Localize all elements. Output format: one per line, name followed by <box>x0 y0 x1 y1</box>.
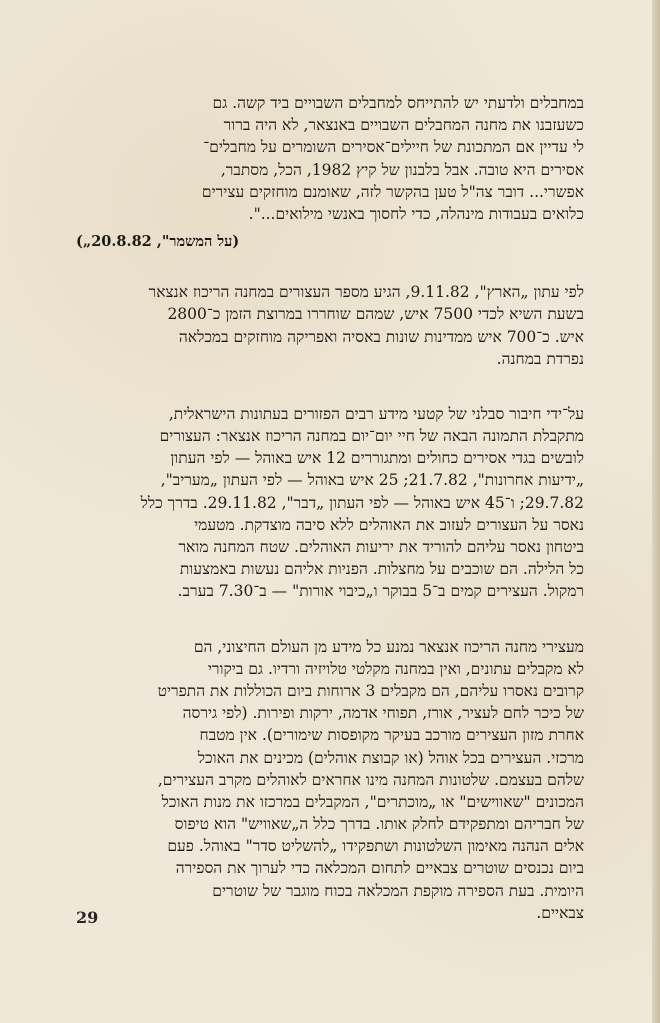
text-line: כל הלילה. הם שוכבים על מחצלות. הפניות אליהם נעשות באמצעות <box>179 560 584 579</box>
text-line: אחרת מזון העצירים מורכב בעיקר מקופסות שימורים). אין מטבח <box>199 726 584 745</box>
text-line: נאסר על העצורים לעזוב את האוהלים ללא סיבה מוצדקת. מטעמי <box>194 515 584 534</box>
text-line: צבאיים. <box>536 903 584 922</box>
text-line: ביטחון נאסר עליהם להוריד את יריעות האוהלים. שטח המחנה מואר <box>178 538 584 556</box>
page-number: 29 <box>76 908 99 927</box>
text-line: על־ידי חיבור סבלני של קטעי מידע רבים הפזורים בעתונות הישראלית, <box>168 404 584 423</box>
text-line: שלהם בעצמם. שלטונות המחנה מינו אחראים לאוהלים מקרב העצירים, <box>157 770 584 789</box>
text-line: איש. כ־700 איש ממדינות שונות באסיה ואפריקה מוחזקים במכלאה <box>178 327 584 346</box>
page-edge <box>652 0 660 1023</box>
text-line: של חבריהם ומתפקידם לחלק אותו. בדרך כלל ה„שאוויש" הוא טיפוס <box>174 815 584 834</box>
text-line: אסירים היא טובה. אבל בלבנון של קיץ 1982, הכל, מסתבר, <box>220 160 584 179</box>
text-line: במחבלים ולדעתי יש להתייחס למחבלים השבויים ביד קשה. גם <box>212 94 584 112</box>
text-line: של כיכר לחם לעציר, אורז, תפוחי אדמה, ירקות ופירות. (לפי גירסה <box>182 704 584 723</box>
text-line: מתקבלת התמונה הבאה של חיי יום־יום במחנה הריכוז אנצאר: העצורים <box>159 427 584 446</box>
text-line: מעצירי מחנה הריכוז אנצאר נמנע כל מידע מן העולם החיצוני, הם <box>193 637 584 656</box>
text-line: מרכזי. העצירים בכל אוהל (או קבוצת אוהלים) מכינים את האוכל <box>197 748 584 767</box>
text-line: לא מקבלים עתונים, ואין במחנה מקלטי טלויזיה ורדיו. גם ביקורי <box>207 659 584 678</box>
paragraph-3 <box>76 403 584 603</box>
text-line: רמקול. העצירים קמים ב־5 בבוקר ו„כיבוי אורות" — ב־7.30 בערב. <box>177 582 584 601</box>
text-line: כלואים בעבודות מינהלה, כדי לחסוך באנשי מילואים...". <box>248 204 584 223</box>
paragraph-4 <box>76 636 584 924</box>
text-line: בשעת השיא לכדי 7500 איש, שמהם שוחררו במרוצת הזמן כ־2800 <box>167 305 584 324</box>
source-citation: („על המשמר", 20.8.82) <box>76 233 240 251</box>
text-line: אפשרי... דובר צה"ל טען בהקשר לזה, שאומנם מוחזקים עצירים <box>201 182 584 201</box>
text-line: היומית. בעת הספירה מוקפת המכלאה בכוח מוגבר של שוטרים <box>212 881 584 900</box>
text-line: ביום נכנסים שוטרים צבאיים לתחום המכלאה כדי לערוך את הספירה <box>175 859 584 878</box>
text-column <box>76 92 584 957</box>
text-line: לפי עתון „הארץ", 9.11.82, הגיע מספר העצורים במחנה הריכוז אנצאר <box>148 283 584 302</box>
text-line: 29.7.82; ו־45 איש באוהל — לפי העתון „דבר", 29.11.82. בדרך כלל <box>140 493 584 512</box>
paragraph-2 <box>76 281 584 370</box>
text-line: לי עדיין אם המתכונת של חיילים־אסירים השומרים על מחבלים־ <box>203 138 584 157</box>
text-line: קרובים נאסרו עליהם, הם מקבלים 3 ארוחות ביום הכוללות את התפריט <box>157 681 584 700</box>
text-line: המכונים "שאווישים" או „מוכתרים", המקבלים במרכזו את מנות האוכל <box>161 792 584 811</box>
text-line: כשעזבנו את מחנה המחבלים השבויים באנצאר, לא היה ברור <box>223 116 584 135</box>
text-line: לובשים בגדי אסירים כחולים ומתגוררים 12 איש באוהל — לפי העתון <box>170 449 584 468</box>
text-line: אלים הנהנה מאימון השלטונות ושתפקידו „להשליט סדר" באוהל. פעם <box>167 837 584 856</box>
paragraph-1 <box>76 92 584 225</box>
text-line: „ידיעות אחרונות", 21.7.82; 25 איש באוהל — לפי העתון „מעריב", <box>160 471 584 490</box>
text-line: נפרדת במחנה. <box>496 349 584 368</box>
